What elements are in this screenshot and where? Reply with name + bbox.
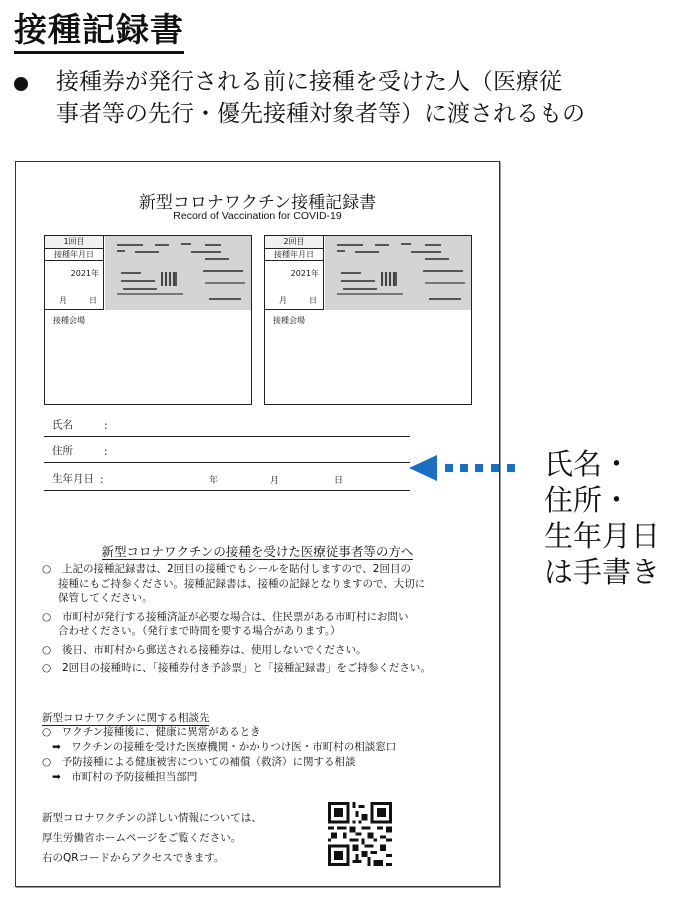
- vaccination-date-label: 接種年月日: [265, 249, 324, 261]
- vaccination-record-document: [15, 161, 500, 887]
- colon: :: [100, 474, 104, 486]
- colon: :: [104, 420, 108, 432]
- colon: :: [104, 446, 108, 458]
- info-line: 新型コロナワクチンの詳しい情報については、: [42, 812, 262, 824]
- vaccine-lot-sticker: [325, 236, 471, 310]
- consultation-row: ○ ワクチン接種後に、健康に異常があるとき: [42, 726, 261, 738]
- notice-heading-text: 新型コロナワクチンの接種を受けた医療従事者等の方へ: [101, 544, 414, 559]
- date-box: [265, 261, 324, 310]
- callout-line: 住所・: [544, 483, 632, 517]
- vaccine-lot-sticker: [105, 236, 251, 310]
- notice-heading: [16, 542, 499, 560]
- arrow-dot: [507, 464, 515, 472]
- dob-field: [44, 468, 410, 491]
- bullet-line-2: 事者等の先行・優先接種対象者等）に渡されるもの: [56, 101, 585, 127]
- circle-bullet-icon: ○: [42, 563, 52, 575]
- venue-label: 接種会場: [53, 316, 85, 325]
- bullet-text: [56, 66, 656, 130]
- year-label: 2021年: [290, 269, 319, 278]
- notice-line: 保管してください。: [58, 592, 153, 604]
- handwritten-note-callout: [544, 446, 660, 590]
- date-box: [45, 261, 104, 310]
- arrow-dot: [460, 464, 468, 472]
- bullet-line-1: 接種券が発行される前に接種を受けた人（医療従: [56, 69, 562, 95]
- day-label: 日: [89, 296, 97, 305]
- consultation-list: [42, 725, 482, 785]
- dob-year-label: 年: [209, 476, 219, 486]
- notice-line: 接種にもご持参ください。接種記録書は、接種の記録となりますので、大切に: [58, 577, 426, 590]
- address-field: [44, 440, 410, 463]
- circle-bullet-icon: ○: [42, 643, 52, 656]
- consultation-row: ○ 予防接種による健康被害についての補償（救済）に関する相談: [42, 756, 356, 768]
- circle-bullet-icon: ○: [42, 610, 52, 623]
- consultation-row: ➡ 市町村の予防接種担当部門: [52, 771, 198, 783]
- dose-header: 1回目: [45, 236, 104, 249]
- notice-line: 後日、市町村から郵送される接種券は、使用しないでください。: [62, 643, 367, 656]
- document-subtitle: Record of Vaccination for COVID-19: [173, 210, 342, 222]
- info-line: 右のQRコードからアクセスできます。: [42, 852, 225, 864]
- vaccination-date-label: 接種年月日: [45, 249, 104, 261]
- notice-line: 上記の接種記録書は、2回目の接種でもシールを貼付しますので、2回目の: [62, 563, 411, 575]
- sticker-barcode-icon: [161, 272, 177, 286]
- notice-item: [42, 643, 482, 658]
- dose-header: 2回目: [265, 236, 324, 249]
- bullet-dot-icon: [14, 77, 28, 91]
- venue-label: 接種会場: [273, 316, 305, 325]
- dob-month-label: 月: [270, 476, 280, 486]
- document-title: 新型コロナワクチン接種記録書: [138, 193, 377, 213]
- notice-line: 2回目の接種時に、「接種券付き予診票」と「接種記録書」をご持参ください。: [62, 662, 431, 674]
- day-label: 日: [309, 296, 317, 305]
- arrow-dot: [475, 464, 483, 472]
- callout-line: 生年月日: [544, 519, 661, 553]
- notice-list: [42, 562, 482, 680]
- address-label: 住所: [52, 445, 73, 457]
- qr-code-icon: [328, 801, 392, 867]
- notice-line: 市町村が発行する接種済証が必要な場合は、住民票がある市町村にお問い: [62, 610, 409, 623]
- month-label: 月: [279, 296, 287, 305]
- month-label: 月: [59, 296, 67, 305]
- dob-label: 生年月日: [52, 473, 94, 485]
- consultation-row: ➡ ワクチンの接種を受けた医療機関・かかりつけ医・市町村の相談窓口: [52, 741, 397, 753]
- notice-item: [42, 661, 482, 676]
- callout-line: は手書き: [544, 555, 661, 589]
- slide-title: 接種記録書: [14, 10, 184, 54]
- notice-item: [42, 610, 482, 639]
- sticker-barcode-icon: [381, 272, 397, 286]
- circle-bullet-icon: ○: [42, 662, 52, 674]
- name-label: 氏名: [52, 419, 73, 431]
- dob-day-label: 日: [334, 476, 344, 486]
- notice-item: [42, 562, 482, 606]
- arrow-dot: [445, 464, 453, 472]
- dose-2-box: [264, 235, 472, 405]
- info-text: [42, 808, 262, 868]
- consultation-heading: 新型コロナワクチンに関する相談先: [42, 712, 210, 724]
- name-field: [44, 414, 410, 437]
- notice-line: 合わせください。（発行まで時間を要する場合があります。）: [58, 625, 341, 637]
- arrow-left-icon: [409, 455, 437, 481]
- info-line: 厚生労働省ホームページをご覧ください。: [42, 832, 242, 844]
- arrow-dot: [491, 464, 499, 472]
- callout-line: 氏名・: [544, 447, 632, 481]
- dose-1-box: [44, 235, 252, 405]
- year-label: 2021年: [70, 269, 99, 278]
